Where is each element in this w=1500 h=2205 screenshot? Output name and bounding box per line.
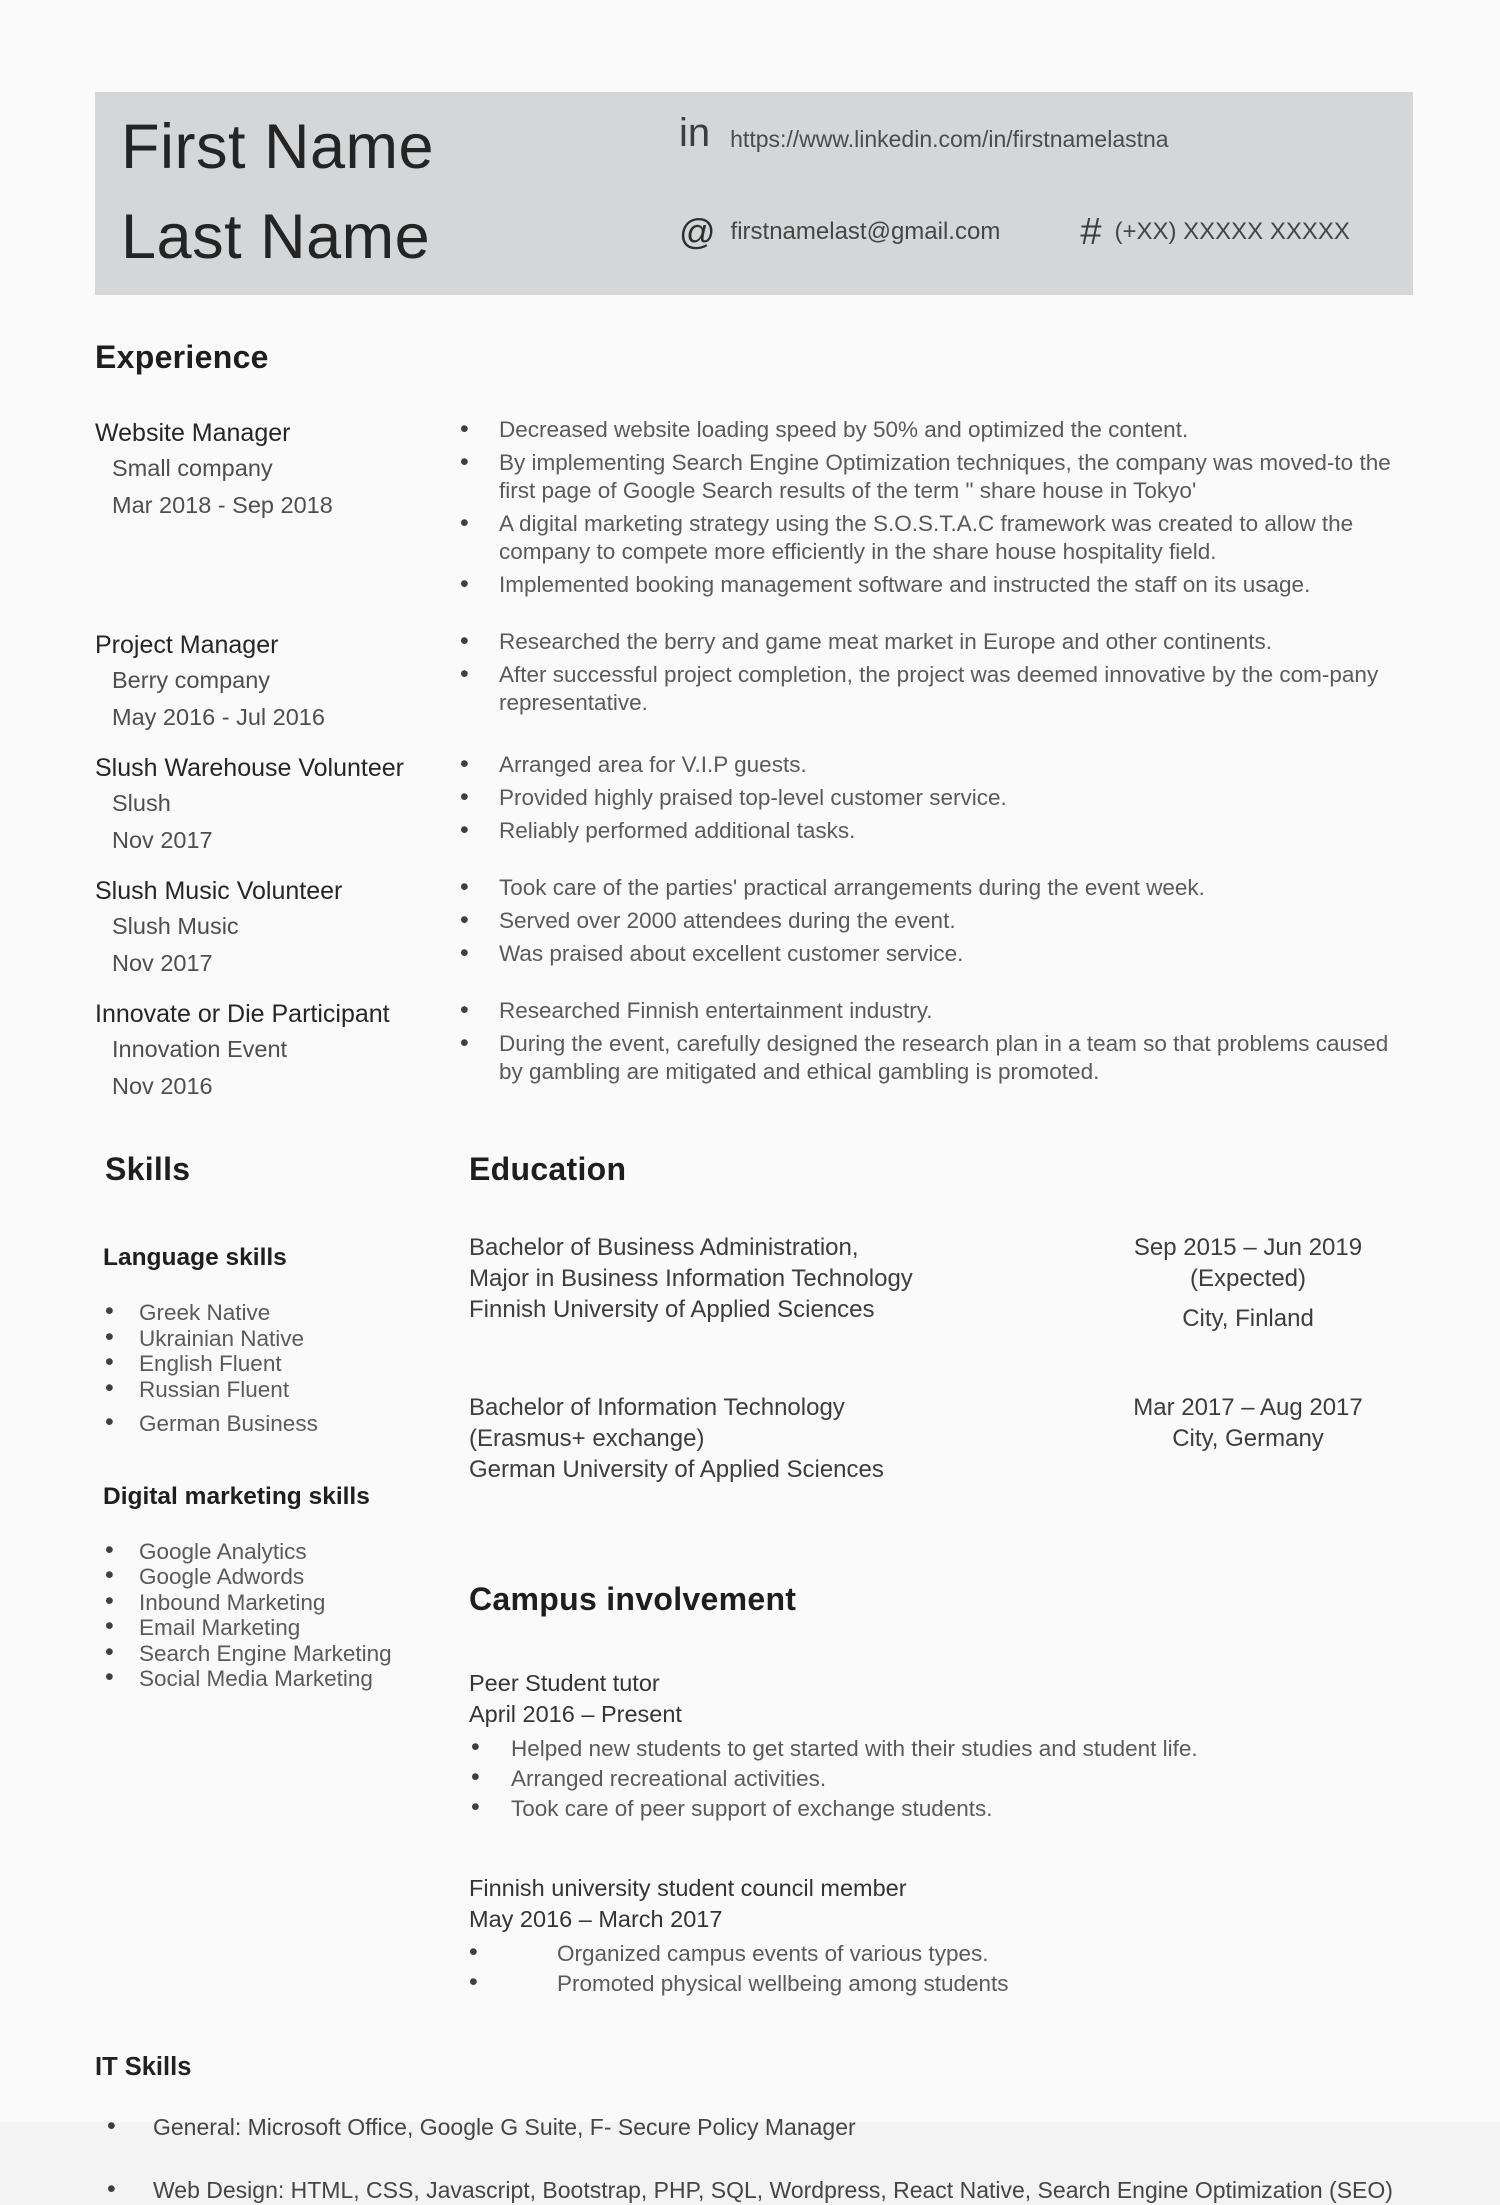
email-address[interactable]: firstnamelast@gmail.com xyxy=(730,218,1001,245)
bullet-item: • Researched Finnish entertainment industry. xyxy=(447,997,1413,1025)
bullet-item: • By implementing Search Engine Optimization techniques, the company was moved-to the first page of Google Search results of the term " share house in Tokyo' xyxy=(447,449,1413,505)
list-item: • Google Adwords xyxy=(95,1564,457,1590)
bullet-item: • Was praised about excellent customer service. xyxy=(447,940,1413,968)
bullet-item: • Organized campus events of various types. xyxy=(469,1939,1413,1968)
list-item: • Social Media Marketing xyxy=(95,1666,457,1692)
experience-entry-meta xyxy=(95,874,447,982)
job-title: Project Manager xyxy=(95,631,279,659)
email-icon: @ xyxy=(679,211,716,252)
job-dates: Nov 2016 xyxy=(112,1073,213,1099)
skills-heading: Skills xyxy=(105,1151,191,1187)
list-item: • Russian Fluent xyxy=(95,1377,457,1403)
list-item: • Greek Native xyxy=(95,1300,457,1326)
phone-number: (+XX) XXXXX XXXXX xyxy=(1114,218,1350,245)
experience-bullets xyxy=(447,997,1413,1105)
bullet-item: • Served over 2000 attendees during the event. xyxy=(447,907,1413,935)
campus-entry xyxy=(469,1668,1413,1823)
experience-entry-meta xyxy=(95,416,447,604)
education-dates xyxy=(1083,1392,1413,1485)
bullet-item: • Promoted physical wellbeing among students xyxy=(469,1969,1413,1998)
campus-heading: Campus involvement xyxy=(469,1581,797,1617)
candidate-name xyxy=(121,102,434,295)
list-item: • Inbound Marketing xyxy=(95,1590,457,1616)
bullet-item: • Researched the berry and game meat market in Europe and other continents. xyxy=(447,628,1413,656)
header xyxy=(95,92,1413,295)
lower-columns xyxy=(95,1151,1413,1999)
bullet-item: • Reliably performed additional tasks. xyxy=(447,817,1413,845)
campus-entry xyxy=(469,1873,1413,1998)
digital-marketing-heading: Digital marketing skills xyxy=(103,1482,370,1510)
experience-bullets xyxy=(447,628,1413,736)
job-dates: Nov 2017 xyxy=(112,950,213,976)
school-name: German University of Applied Sciences xyxy=(469,1456,884,1483)
experience-entry-meta xyxy=(95,751,447,859)
experience-entry xyxy=(95,751,1413,859)
experience-bullets xyxy=(447,874,1413,982)
experience-entry xyxy=(95,997,1413,1105)
campus-role: Peer Student tutor xyxy=(469,1670,660,1696)
experience-entry-meta xyxy=(95,997,447,1105)
job-title: Website Manager xyxy=(95,419,291,447)
bullet-item: • A digital marketing strategy using the S.O.S.T.A.C framework was created to allow the company to compete more efficiently in the share house hospitality field. xyxy=(447,510,1413,566)
degree-line: Bachelor of Information Technology xyxy=(469,1394,845,1421)
job-dates: May 2016 - Jul 2016 xyxy=(112,704,325,730)
digital-marketing-list xyxy=(95,1539,457,1692)
company-name: Berry company xyxy=(112,667,271,693)
location: City, Finland xyxy=(1182,1305,1314,1332)
phone-icon: # xyxy=(1080,211,1102,253)
campus-bullets xyxy=(469,1939,1413,1998)
degree-line: Major in Business Information Technology xyxy=(469,1265,913,1292)
experience-entry xyxy=(95,874,1413,982)
company-name: Slush xyxy=(112,790,171,816)
list-item: • English Fluent xyxy=(95,1351,457,1377)
contact-block xyxy=(679,102,1379,295)
location: City, Germany xyxy=(1172,1425,1324,1452)
education-entry xyxy=(469,1232,1413,1334)
list-item: • Google Analytics xyxy=(95,1539,457,1565)
school-name: Finnish University of Applied Sciences xyxy=(469,1296,875,1323)
bullet-item: • Decreased website loading speed by 50% and optimized the content. xyxy=(447,416,1413,444)
skills-section xyxy=(95,1151,457,1999)
bullet-item: • Arranged area for V.I.P guests. xyxy=(447,751,1413,779)
job-title: Slush Warehouse Volunteer xyxy=(95,754,404,782)
job-dates: Nov 2017 xyxy=(112,827,213,853)
campus-bullets xyxy=(469,1734,1413,1823)
experience-entry xyxy=(95,628,1413,736)
bullet-item: • Web Design: HTML, CSS, Javascript, Bootstrap, PHP, SQL, Wordpress, React Native, Search Engine Optimization (SEO) xyxy=(95,2175,1413,2205)
bullet-item: • During the event, carefully designed the research plan in a team so that problems caused by gambling are mitigated and ethical gambling is promoted. xyxy=(447,1030,1413,1086)
linkedin-icon: in xyxy=(679,111,711,155)
education-dates xyxy=(1083,1232,1413,1334)
campus-involvement-section xyxy=(469,1581,1413,1998)
list-item: • German Business xyxy=(95,1411,457,1437)
main-column xyxy=(457,1151,1413,1999)
list-item: • Email Marketing xyxy=(95,1615,457,1641)
bullet-item: • Arranged recreational activities. xyxy=(469,1764,1411,1793)
experience-bullets xyxy=(447,751,1413,859)
experience-bullets xyxy=(447,416,1413,604)
bullet-item: • General: Microsoft Office, Google G Suite, F- Secure Policy Manager xyxy=(95,2112,1413,2142)
job-title: Innovate or Die Participant xyxy=(95,1000,390,1028)
linkedin-url[interactable]: https://www.linkedin.com/in/firstnamelastna xyxy=(730,126,1169,152)
experience-heading: Experience xyxy=(95,339,269,375)
experience-section xyxy=(95,339,1413,1105)
degree-line: (Erasmus+ exchange) xyxy=(469,1425,705,1452)
bullet-item: • Took care of the parties' practical arrangements during the event week. xyxy=(447,874,1413,902)
company-name: Small company xyxy=(112,455,273,481)
it-skills-list xyxy=(95,2112,1413,2205)
company-name: Innovation Event xyxy=(112,1036,288,1062)
education-section xyxy=(469,1151,1413,1485)
first-name-line: First Name xyxy=(121,112,435,182)
date-range: Mar 2017 – Aug 2017 xyxy=(1133,1394,1363,1421)
email-phone-row xyxy=(679,212,1379,252)
bullet-item: • Provided highly praised top-level customer service. xyxy=(447,784,1413,812)
degree-block xyxy=(469,1232,1083,1334)
bullet-item: • Took care of peer support of exchange students. xyxy=(469,1794,1411,1823)
linkedin-row xyxy=(679,112,1379,154)
experience-entry-meta xyxy=(95,628,447,736)
degree-block xyxy=(469,1392,1083,1485)
date-range: Sep 2015 – Jun 2019 xyxy=(1133,1234,1363,1261)
experience-entry xyxy=(95,416,1413,604)
degree-line: Bachelor of Business Administration, xyxy=(469,1234,859,1261)
bullet-item: • After successful project completion, the project was deemed innovative by the com-pany representative. xyxy=(447,661,1413,717)
campus-dates: April 2016 – Present xyxy=(469,1701,682,1727)
list-item: • Search Engine Marketing xyxy=(95,1641,457,1667)
last-name-line: Last Name xyxy=(121,202,431,272)
date-note: (Expected) xyxy=(1189,1265,1307,1292)
language-skills-heading: Language skills xyxy=(103,1244,287,1271)
bullet-item: • Helped new students to get started with their studies and student life. xyxy=(469,1734,1411,1763)
it-skills-section xyxy=(95,2053,1413,2205)
education-entry xyxy=(469,1392,1413,1485)
bullet-item: • Implemented booking management software and instructed the staff on its usage. xyxy=(447,571,1413,599)
company-name: Slush Music xyxy=(112,913,239,939)
it-skills-heading: IT Skills xyxy=(95,2053,192,2081)
job-title: Slush Music Volunteer xyxy=(95,877,343,905)
language-skills-list xyxy=(95,1300,457,1437)
list-item: • Ukrainian Native xyxy=(95,1326,457,1352)
campus-dates: May 2016 – March 2017 xyxy=(469,1906,723,1932)
education-heading: Education xyxy=(469,1151,627,1187)
campus-role: Finnish university student council member xyxy=(469,1875,907,1901)
job-dates: Mar 2018 - Sep 2018 xyxy=(112,492,333,518)
